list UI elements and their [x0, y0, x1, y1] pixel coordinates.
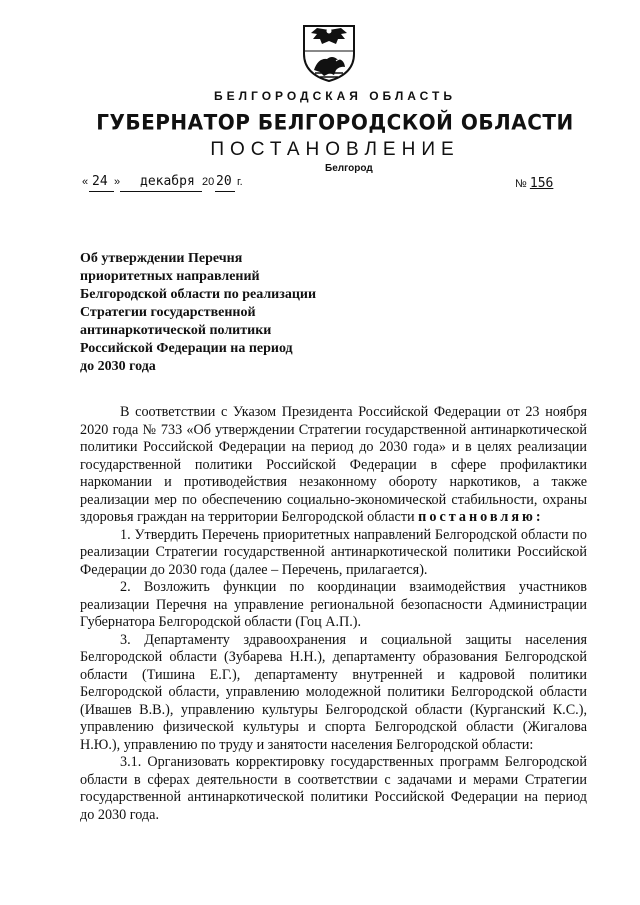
title-line: Белгородской области по реализации [80, 287, 317, 302]
document-type: ПОСТАНОВЛЕНИЕ [210, 139, 460, 160]
number-value: 156 [529, 176, 554, 191]
title-line: Об утверждении Перечня [80, 251, 243, 266]
title-line: Российской Федерации на период [80, 341, 293, 356]
issuer-title: ГУБЕРНАТОР БЕЛГОРОДСКОЙ ОБЛАСТИ [96, 109, 574, 135]
title-line: антинаркотической политики [80, 323, 272, 338]
year-underline [215, 191, 235, 192]
belgorod-coat-of-arms-icon [300, 20, 358, 84]
region-name: БЕЛГОРОДСКАЯ ОБЛАСТЬ [214, 89, 456, 103]
date-year-suffix: 20 [216, 174, 232, 189]
title-line: Стратегии государственной [80, 305, 256, 320]
decree-body [80, 404, 587, 824]
day-underline [89, 191, 114, 192]
date-month: декабря [140, 174, 195, 189]
preamble-text: В соответствии с Указом Президента Российской Федерации от 23 ноября 2020 года № 733 «Об утверждении Стратегии государственной антинаркотической политики Российской Федерации на период до 2030 года» и в целях реализации государственной политики Российской Федерации в сфере профилактики наркомании и противодействия незаконному обороту наркотиков, а также реализации мер по обеспечению социально-экономической стабильности, охраны здоровья граждан на территории Белгородской области [80, 404, 587, 525]
preamble-paragraph [80, 404, 587, 527]
clause-3: 3. Департаменту здравоохранения и социальной защиты населения Белгородской области (Зубарева Н.Н.), департаменту образования Белгородской области (Тишина Е.Г.), департаменту внутренней и кадровой политики Белгородской области, управлению молодежной политики Белгородской области (Ивашев В.В.), управлению культуры Белгородской области (Курганский К.С.), управлению физической культуры и спорта Белгородской области (Жигалова Н.Ю.), управлению по труду и занятости населения Белгородской области: [80, 631, 587, 753]
date-close-quote: » [114, 176, 121, 188]
clause-1: 1. Утвердить Перечень приоритетных направлений Белгородской области по реализации Стратегии государственной антинаркотической политики Российской Федерации до 2030 года (далее – Перечень, прилагается). [80, 526, 587, 578]
title-line: до 2030 года [80, 359, 156, 374]
month-underline [120, 191, 202, 192]
date-open-quote: « [82, 176, 89, 188]
resolves-word: постановляю: [418, 509, 544, 525]
issue-city: Белгород [325, 163, 373, 174]
decree-number [515, 176, 553, 191]
title-line: приоритетных направлений [80, 269, 260, 284]
date-year-unit: г. [237, 176, 243, 188]
date-day: 24 [92, 174, 108, 189]
date-year-prefix: 20 [202, 176, 215, 188]
decree-title [80, 250, 380, 376]
number-sign: № [515, 178, 527, 190]
clause-3-1: 3.1. Организовать корректировку государственных программ Белгородской области в сферах деятельности в соответствии с задачами и мерами Стратегии государственной антинаркотической политики Российской Федерации на период до 2030 года. [80, 754, 587, 823]
clause-2: 2. Возложить функции по координации взаимодействия участников реализации Перечня на управление региональной безопасности Администрации Губернатора Белгородской области (Гоц А.П.). [80, 579, 587, 630]
